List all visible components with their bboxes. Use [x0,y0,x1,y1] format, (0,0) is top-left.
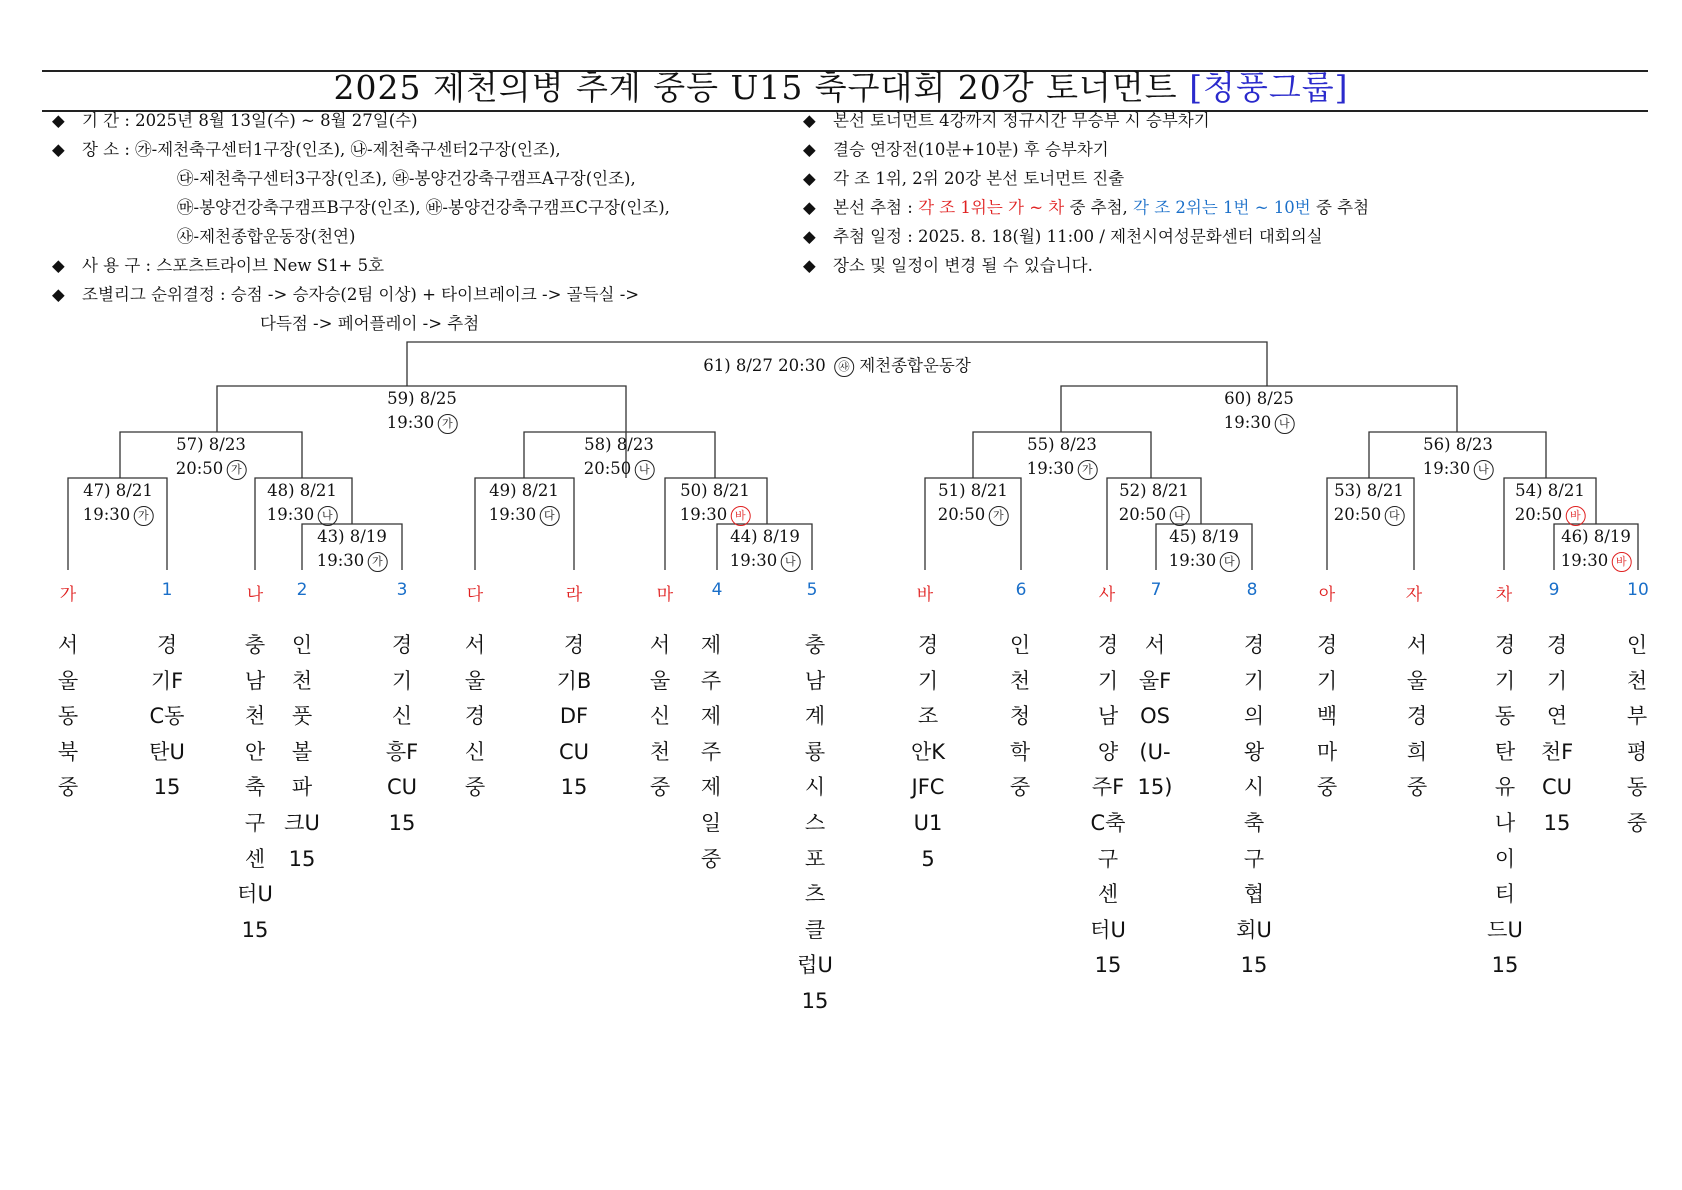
match-label-57 [176,433,247,481]
match-time: 20:50 [937,505,986,524]
diamond-bullet-icon: ◆ [803,169,816,188]
team-name: 서울경희중 [1406,633,1428,800]
draw-first-place: 각 조 1위는 가 ~ 차 [918,198,1065,217]
venue-badge-icon: 나 [1473,460,1493,480]
match-number-date: 44) 8/19 [730,527,800,546]
venue-badge-icon: 가 [1077,460,1097,480]
match-time: 19:30 [1168,551,1217,570]
title-main: 2025 제천의병 추계 중등 U15 축구대회 20강 토너먼트 [333,68,1178,107]
match-number-date: 45) 8/19 [1169,527,1239,546]
diamond-bullet-icon: ◆ [803,227,816,246]
diamond-bullet-icon: ◆ [52,285,65,304]
team-name: 경기BDFCU15 [556,633,592,800]
slot-label: 다 [466,585,484,605]
match-number-date: 48) 8/21 [267,481,337,500]
match-number-date: 51) 8/21 [938,481,1008,500]
slot-label: 7 [1150,580,1162,600]
team-name: 경기연천FCU15 [1540,633,1574,835]
team-name: 인천청학중 [1009,633,1031,800]
diamond-bullet-icon: ◆ [803,198,816,217]
diamond-bullet-icon: ◆ [52,256,65,275]
draw-second-place: 각 조 2위는 1번 ~ 10번 [1133,198,1311,217]
slot-label: 차 [1495,585,1513,605]
slot-label: 바 [916,585,934,605]
match-time: 19:30 [386,413,435,432]
match-time: 20:50 [1514,505,1563,524]
slot-label: 나 [246,585,264,605]
venue-badge-icon: 바 [1565,506,1585,526]
match-number-date: 55) 8/23 [1027,435,1097,454]
match-label-53 [1334,479,1405,527]
final-match-time: 61) 8/27 20:30 [703,356,826,375]
match-number-date: 47) 8/21 [83,481,153,500]
match-time: 20:50 [1118,505,1167,524]
match-label-55 [1027,433,1098,481]
slot-label: 10 [1627,580,1649,600]
info-venue-line4: ㉴-제천종합운동장(천연) [177,227,356,246]
team-name: 서울동북중 [57,633,79,800]
venue-badge-icon: 가 [133,506,153,526]
venue-badge-icon: 나 [1169,506,1189,526]
match-time: 20:50 [175,459,224,478]
slot-label: 아 [1318,585,1336,605]
venue-badge-icon: 가 [367,552,387,572]
slot-label: 8 [1246,580,1258,600]
info-venue-line2: ㉰-제천축구센터3구장(인조), ㉱-봉양건강축구캠프A구장(인조), [177,169,636,188]
venue-badge-icon: 바 [730,506,750,526]
match-label-46 [1561,525,1632,573]
slot-label: 사 [1098,585,1116,605]
match-number-date: 46) 8/19 [1561,527,1631,546]
team-name: 충남계룡시스포츠클럽U15 [797,633,833,1013]
match-time: 19:30 [1026,459,1075,478]
info-ball-text: 사 용 구 : 스포츠트라이브 New S1+ 5호 [82,256,385,275]
slot-label: 5 [806,580,818,600]
diamond-bullet-icon: ◆ [52,111,65,130]
team-name: 서울경신중 [464,633,486,800]
match-time: 20:50 [1333,505,1382,524]
slot-label: 2 [296,580,308,600]
match-number-date: 60) 8/25 [1224,389,1294,408]
match-label-48 [267,479,338,527]
info-ranking-line2: 다득점 -> 페어플레이 -> 추첨 [260,314,480,333]
match-number-date: 59) 8/25 [387,389,457,408]
match-number-date: 53) 8/21 [1334,481,1404,500]
match-label-43 [317,525,388,573]
match-time: 19:30 [266,505,315,524]
team-name: 경기동탄유나이티드U15 [1487,633,1523,978]
diamond-bullet-icon: ◆ [803,256,816,275]
venue-badge-icon: 나 [780,552,800,572]
match-label-58 [584,433,655,481]
slot-label: 6 [1015,580,1027,600]
slot-label: 라 [565,585,583,605]
info-right-2-text: 결승 연장전(10분+10분) 후 승부차기 [833,140,1109,159]
team-name: 서울FOS(U-15) [1137,633,1173,800]
match-label-47 [83,479,154,527]
diamond-bullet-icon: ◆ [803,111,816,130]
slot-label: 마 [656,585,674,605]
venue-badge-icon: 나 [317,506,337,526]
venue-badge-icon: 바 [1611,552,1631,572]
match-label-45 [1169,525,1240,573]
venue-badge-icon: 나 [1274,414,1294,434]
match-label-52 [1119,479,1190,527]
venue-badge-icon: 가 [988,506,1008,526]
info-right-6-text: 장소 및 일정이 변경 될 수 있습니다. [833,256,1093,275]
info-right-3-text: 각 조 1위, 2위 20강 본선 토너먼트 진출 [833,169,1125,188]
match-time: 19:30 [488,505,537,524]
match-time: 19:30 [729,551,778,570]
match-label-51 [938,479,1009,527]
match-label-44 [730,525,801,573]
info-venue-line3: ㉲-봉양건강축구캠프B구장(인조), ㉳-봉양건강축구캠프C구장(인조), [177,198,670,217]
match-number-date: 43) 8/19 [317,527,387,546]
match-number-date: 50) 8/21 [680,481,750,500]
team-name: 경기신흥FCU15 [385,633,419,835]
info-ranking-text: 조별리그 순위결정 : 승점 -> 승자승(2팀 이상) + 타이브레이크 -> 골득실 -> [82,285,640,304]
info-venue-text: 장 소 : ㉮-제천축구센터1구장(인조), ㉯-제천축구센터2구장(인조), [82,140,561,159]
match-number-date: 56) 8/23 [1423,435,1493,454]
match-time: 19:30 [1223,413,1272,432]
match-time: 19:30 [82,505,131,524]
venue-badge-icon: 나 [634,460,654,480]
match-label-49 [489,479,560,527]
match-time: 20:50 [583,459,632,478]
slot-label: 9 [1548,580,1560,600]
match-label-56 [1423,433,1494,481]
title-group: [청풍그룹] [1189,68,1349,107]
slot-label: 가 [59,585,77,605]
match-time: 19:30 [679,505,728,524]
team-name: 경기백마중 [1316,633,1338,800]
final-match-place: 제천종합운동장 [859,356,971,375]
team-name: 경기의왕시축구협회U15 [1236,633,1272,978]
match-time: 19:30 [1422,459,1471,478]
venue-badge-icon: 가 [226,460,246,480]
draw-tail: 중 추첨 [1310,198,1370,217]
diamond-bullet-icon: ◆ [52,140,65,159]
venue-badge-icon: 다 [1219,552,1239,572]
team-name: 충남천안축구센터U15 [237,633,273,942]
team-name: 경기조안KJFCU15 [910,633,946,871]
info-period-text: 기 간 : 2025년 8월 13일(수) ~ 8월 27일(수) [82,111,418,130]
diamond-bullet-icon: ◆ [803,140,816,159]
slot-label: 1 [161,580,173,600]
match-label-59 [387,387,458,435]
slot-label: 4 [711,580,723,600]
match-label-54 [1515,479,1586,527]
venue-badge-icon: 다 [1384,506,1404,526]
slot-label: 자 [1405,585,1423,605]
match-number-date: 58) 8/23 [584,435,654,454]
match-number-date: 54) 8/21 [1515,481,1585,500]
team-name: 경기FC동탄U15 [149,633,185,800]
info-right-1-text: 본선 토너먼트 4강까지 정규시간 무승부 시 승부차기 [833,111,1210,130]
venue-badge-icon: ㉴ [834,357,854,377]
draw-label: 본선 추첨 : [833,198,919,217]
info-right-5-text: 추첨 일정 : 2025. 8. 18(월) 11:00 / 제천시여성문화센터 대회의실 [833,227,1323,246]
team-name: 서울신천중 [649,633,671,800]
team-name: 경기남양주FC축구센터U15 [1090,633,1126,978]
match-time: 19:30 [316,551,365,570]
draw-sep: 중 추첨, [1064,198,1134,217]
team-name: 제주제주제일중 [700,633,722,871]
venue-badge-icon: 다 [539,506,559,526]
venue-badge-icon: 가 [437,414,457,434]
match-number-date: 49) 8/21 [489,481,559,500]
match-label-50 [680,479,751,527]
match-number-date: 57) 8/23 [176,435,246,454]
final-match-label [703,354,971,378]
team-name: 인천부평동중 [1626,633,1648,835]
match-number-date: 52) 8/21 [1119,481,1189,500]
match-label-60 [1224,387,1295,435]
match-time: 19:30 [1560,551,1609,570]
team-name: 인천풋볼파크U15 [284,633,320,871]
slot-label: 3 [396,580,408,600]
